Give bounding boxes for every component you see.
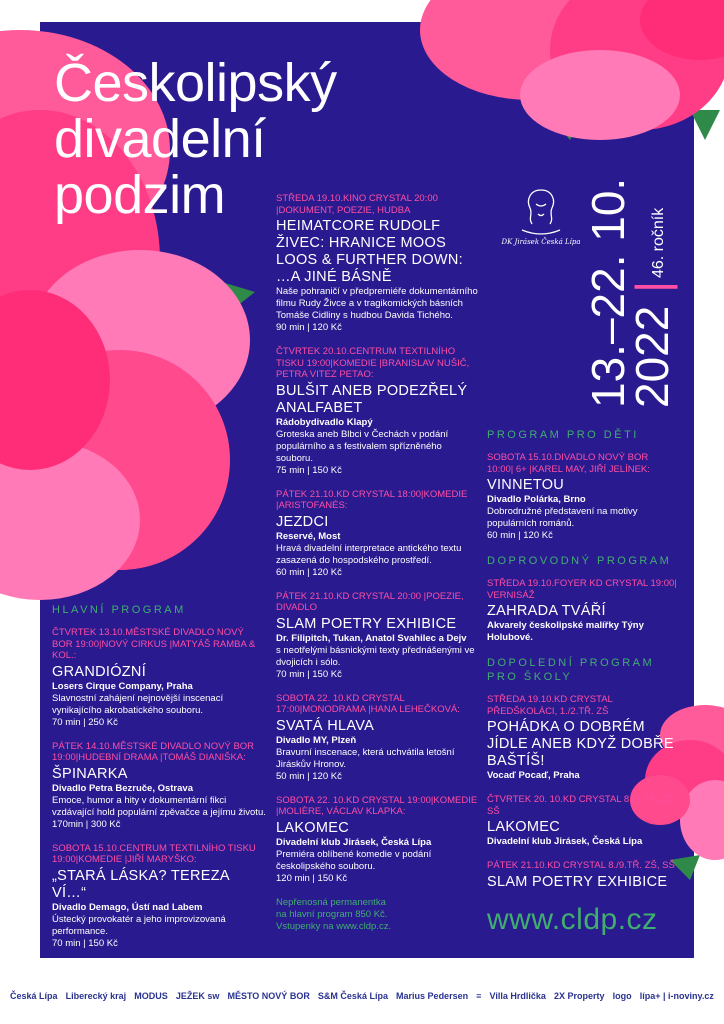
side-program-heading: DOPROVODNÝ PROGRAM bbox=[487, 555, 672, 567]
festival-logo-label: DK Jirásek Česká Lípa bbox=[501, 238, 581, 246]
event-company: Losers Cirque Company, Praha bbox=[52, 680, 193, 692]
event-meta: 170min | 300 Kč bbox=[52, 818, 121, 830]
event-name: ZAHRADA TVÁŘÍ bbox=[487, 603, 606, 619]
event-meta: 70 min | 250 Kč bbox=[52, 716, 118, 728]
event-item bbox=[276, 795, 481, 885]
dates-line-2 bbox=[626, 168, 678, 408]
event-meta: 60 min | 120 Kč bbox=[276, 566, 342, 578]
event-item bbox=[52, 627, 267, 729]
event-item bbox=[487, 452, 677, 542]
edition-label: 46. ročník bbox=[650, 207, 667, 278]
title-line-1: Českolipský bbox=[54, 53, 337, 113]
dates-year: 2022 bbox=[626, 305, 678, 408]
website-url[interactable]: www.cldp.cz bbox=[487, 903, 658, 936]
event-name: SLAM POETRY EXHIBICE bbox=[487, 873, 668, 890]
event-name: POHÁDKA O DOBRÉM JÍDLE ANEB KDYŽ DOBŘE BAŠTÍŠ! bbox=[487, 719, 674, 769]
event-name: ŠPINARKA bbox=[52, 765, 128, 782]
title-line-2: divadelní bbox=[54, 109, 266, 169]
event-company: Divadlo MY, Plzeň bbox=[276, 734, 357, 746]
flower-top-right-icon bbox=[420, 0, 724, 140]
event-when: SOBOTA 22. 10.KD CRYSTAL 19:00|KOMEDIE |MOLIÈRE, VÁCLAV KLAPKA: bbox=[276, 794, 478, 817]
event-meta: 70 min | 150 Kč bbox=[52, 937, 118, 949]
event-when: SOBOTA 22. 10.KD CRYSTAL 17:00|MONODRAMA |HANA LEHEČKOVÁ: bbox=[276, 692, 460, 715]
event-item bbox=[52, 843, 267, 950]
partner-logo: Česká Lípa bbox=[10, 991, 58, 1001]
event-description: Naše pohraničí v předpremiéře dokumentárního filmu Rudy Živce a v tragikomických básních Tomáše Cidliny s hudbou Davida Tichého. bbox=[276, 286, 478, 321]
event-when: STŘEDA 19.10.KD CRYSTAL PŘEDŠKOLÁCI, 1./2.TŘ. ZŠ bbox=[487, 694, 613, 717]
event-description: Groteska aneb Blbci v Čechách v podání populárního a s festivalem spřízněného souboru. bbox=[276, 428, 449, 464]
event-name: HEIMATCORE RUDOLF ŽIVEC: HRANICE MOOS LOOS & FURTHER DOWN: …A JINÉ BÁSNĚ bbox=[276, 218, 463, 285]
dates-separator: | bbox=[626, 280, 678, 293]
event-description: Ústecký provokatér a jeho improvizovaná performance. bbox=[52, 913, 226, 937]
event-name: „STARÁ LÁSKA? TEREZA VÍ…“ bbox=[52, 867, 230, 901]
festival-dates bbox=[582, 168, 678, 408]
event-when: ČTVRTEK 20. 10.KD CRYSTAL 8./9.TŘ. ZŠ, SŠ bbox=[487, 794, 676, 817]
event-description: Hravá divadelní interpretace antického textu zasazená do hospodského prostředí. bbox=[276, 542, 462, 566]
main-program-heading: HLAVNÍ PROGRAM bbox=[52, 604, 186, 616]
partner-logo: ≡ bbox=[476, 991, 482, 1001]
event-company: Divadelní klub Jirásek, Česká Lípa bbox=[487, 836, 643, 847]
event-item bbox=[276, 193, 481, 334]
event-company: Rádobydivadlo Klapý bbox=[276, 416, 373, 428]
event-when: SOBOTA 15.10.CENTRUM TEXTILNÍHO TISKU 19:00|KOMEDIE |JIŘÍ MARYŠKO: bbox=[52, 842, 256, 865]
event-name: SVATÁ HLAVA bbox=[276, 717, 375, 734]
kids-program-heading: PROGRAM PRO DĚTI bbox=[487, 429, 639, 441]
event-company: Divadelní klub Jirásek, Česká Lípa bbox=[276, 836, 432, 848]
main-program-column bbox=[52, 603, 267, 962]
event-name: JEZDCI bbox=[276, 513, 329, 530]
middle-program-events bbox=[276, 193, 481, 885]
event-when: PÁTEK 21.10.KD CRYSTAL 18:00|KOMEDIE |ARISTOFANÉS: bbox=[276, 488, 468, 511]
event-meta: 60 min | 120 Kč bbox=[487, 530, 553, 541]
event-meta: 90 min | 120 Kč bbox=[276, 322, 342, 333]
event-when: STŘEDA 19.10.KINO CRYSTAL 20:00 |DOKUMENT, POEZIE, HUDBA bbox=[276, 193, 438, 216]
event-company: Akvarely českolipské malířky Týny Holubové. bbox=[487, 620, 644, 643]
event-description: Bravurní inscenace, která uchvátila letošní Jiráskův Hronov. bbox=[276, 746, 455, 770]
event-name: SLAM POETRY EXHIBICE bbox=[276, 615, 457, 632]
event-item bbox=[276, 693, 481, 783]
event-item bbox=[276, 346, 481, 477]
event-item bbox=[52, 741, 267, 831]
pass-note-line-1: Nepřenosná permanentka bbox=[276, 896, 386, 908]
event-company: Divadlo Petra Bezruče, Ostrava bbox=[52, 782, 193, 794]
event-meta: 50 min | 120 Kč bbox=[276, 770, 342, 782]
pass-note bbox=[276, 897, 481, 933]
partner-logo: MĚSTO NOVÝ BOR bbox=[227, 991, 310, 1001]
school-program-events bbox=[487, 694, 677, 891]
event-item bbox=[276, 489, 481, 579]
event-description: Premiéra oblíbené komedie v podání českolipského souboru. bbox=[276, 848, 432, 872]
event-meta: 120 min | 150 Kč bbox=[276, 872, 348, 884]
event-company: Vocaď Pocaď, Praha bbox=[487, 770, 580, 781]
event-item bbox=[487, 694, 677, 782]
event-item bbox=[276, 591, 481, 681]
event-company: Reservé, Most bbox=[276, 530, 341, 542]
festival-logo bbox=[501, 180, 581, 246]
school-program-heading: DOPOLEDNÍ PROGRAM PRO ŠKOLY bbox=[487, 657, 655, 683]
event-description: Emoce, humor a hity v dokumentární fikci vzdávající hold populární zpěvačce a jejímu životu. bbox=[52, 794, 266, 818]
event-description: Slavnostní zahájení nejnovější inscenací vynikajícího akrobatického souboru. bbox=[52, 692, 224, 716]
partner-logo: 2X Property bbox=[554, 991, 605, 1001]
partner-logo: logo bbox=[612, 991, 632, 1001]
event-when: PÁTEK 21.10.KD CRYSTAL 8./9.TŘ. ZŠ, SŠ bbox=[487, 860, 675, 871]
event-item bbox=[487, 578, 677, 644]
event-company: Divadlo Demago, Ústí nad Labem bbox=[52, 901, 203, 913]
event-item bbox=[487, 794, 677, 848]
event-when: SOBOTA 15.10.DIVADLO NOVÝ BOR 10:00| 6+ |KAREL MAY, JIŘÍ JELÍNEK: bbox=[487, 452, 650, 475]
partner-logo: JEŽEK sw bbox=[175, 991, 220, 1001]
event-name: VINNETOU bbox=[487, 477, 565, 493]
partner-logo: MODUS bbox=[134, 991, 168, 1001]
event-name: LAKOMEC bbox=[276, 819, 350, 836]
event-when: PÁTEK 21.10.KD CRYSTAL 20:00 |POEZIE, DIVADLO bbox=[276, 590, 464, 613]
dates-line-1: 13.–22. 10. bbox=[582, 177, 634, 408]
event-item bbox=[487, 860, 677, 891]
event-when: ČTVRTEK 13.10.MĚSTSKÉ DIVADLO NOVÝ BOR 19:00|NOVÝ CIRKUS |MATYÁŠ RAMBA & KOL.: bbox=[52, 627, 256, 661]
event-meta: 70 min | 150 Kč bbox=[276, 668, 342, 680]
event-when: ČTVRTEK 20.10.CENTRUM TEXTILNÍHO TISKU 19:00|KOMEDIE |BRANISLAV NUŠIČ, PETRA VITEZ PETAO: bbox=[276, 346, 470, 380]
pass-note-line-3: Vstupenky na www.cldp.cz. bbox=[276, 920, 392, 932]
kids-program-events bbox=[487, 452, 677, 542]
event-name: LAKOMEC bbox=[487, 819, 561, 835]
event-company: Divadlo Polárka, Brno bbox=[487, 494, 586, 505]
event-name: BULŠIT ANEB PODEZŘELÝ ANALFABET bbox=[276, 382, 468, 416]
pass-note-line-2: na hlavní program 850 Kč. bbox=[276, 908, 388, 920]
partner-logo: Marius Pedersen bbox=[396, 991, 469, 1001]
event-description: Dobrodružné představení na motivy populárních románů. bbox=[487, 506, 638, 529]
event-meta: 75 min | 150 Kč bbox=[276, 464, 342, 476]
main-program-events bbox=[52, 627, 267, 950]
partner-logo: lípa+ | i-noviny.cz bbox=[639, 991, 714, 1001]
event-when: STŘEDA 19.10.FOYER KD CRYSTAL 19:00| VERNISÁŽ bbox=[487, 578, 677, 601]
right-program-column bbox=[487, 428, 677, 903]
event-company: Dr. Filipitch, Tukan, Anatol Svahilec a Dejv bbox=[276, 632, 467, 644]
event-description: s neotřelými básnickými texty přednášenými ve dvojicích i sólo. bbox=[276, 644, 475, 668]
event-when: PÁTEK 14.10.MĚSTSKÉ DIVADLO NOVÝ BOR 19:00|HUDEBNÍ DRAMA |TOMÁŠ DIANIŠKA: bbox=[52, 740, 255, 763]
partner-logo: S&M Česká Lípa bbox=[317, 991, 388, 1001]
partner-logos bbox=[0, 968, 724, 1024]
title-line-3: podzim bbox=[54, 165, 226, 225]
event-name: GRANDIÓZNÍ bbox=[52, 663, 147, 680]
side-program-events bbox=[487, 578, 677, 644]
partner-logo: Liberecký kraj bbox=[65, 991, 127, 1001]
partner-logo: Villa Hrdlička bbox=[489, 991, 546, 1001]
middle-program-column bbox=[276, 193, 481, 933]
